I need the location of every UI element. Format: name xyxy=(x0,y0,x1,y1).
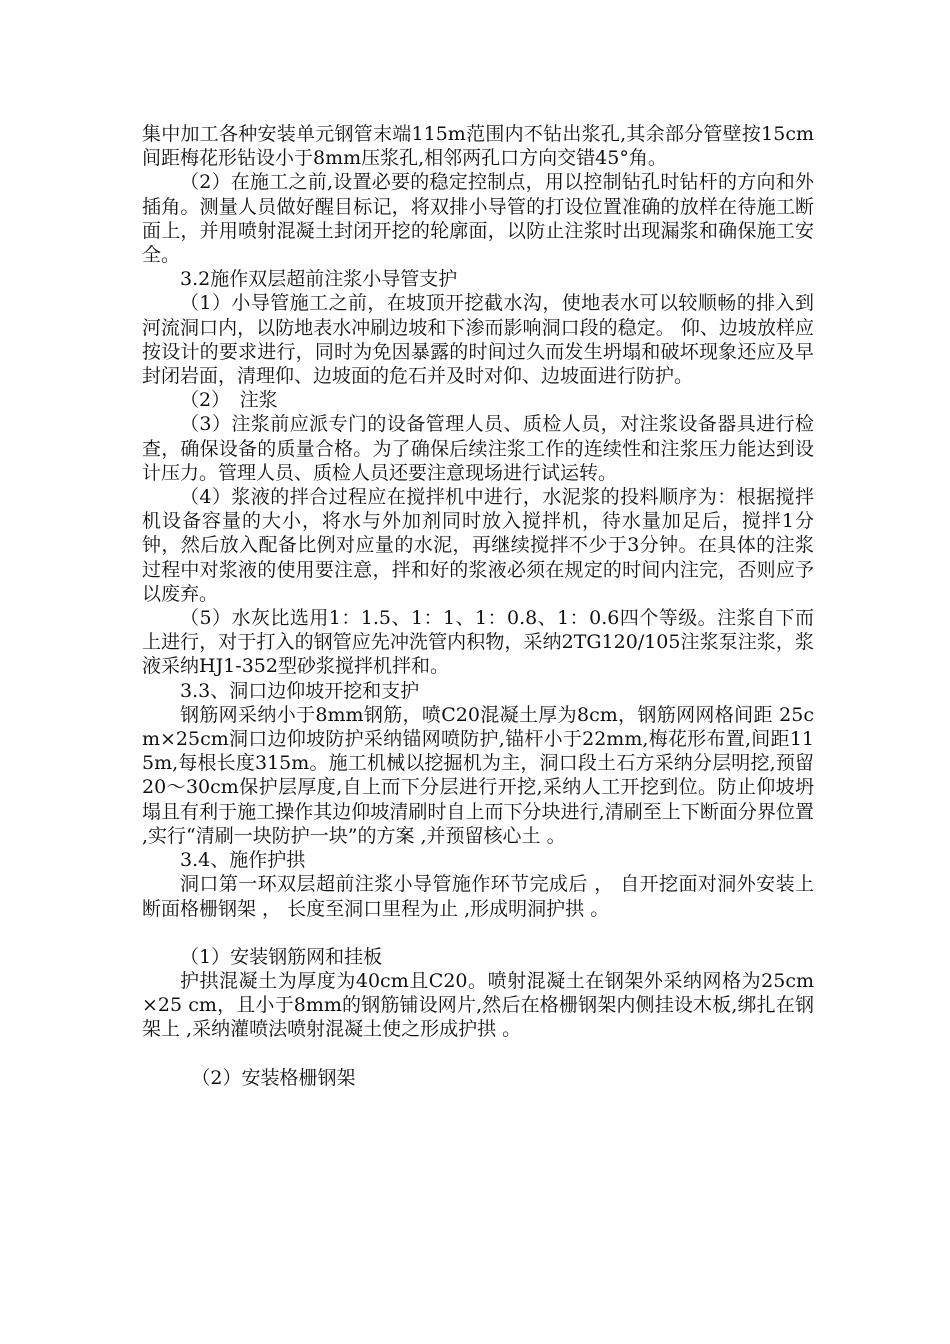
subheading-grid-steel-frame: （2）安装格栅钢架 xyxy=(191,1066,356,1089)
paragraph-protective-arch: 洞口第一环双层超前注浆小导管施作环节完成后 ， 自开挖面对洞外安装上断面格栅钢架 ， 长度至洞口里程为止 ,形成明洞护拱 。 xyxy=(142,873,814,920)
section-heading-3-4: 3.4、施作护拱 xyxy=(180,849,306,872)
section-heading-3-3: 3.3、洞口边仰坡开挖和支护 xyxy=(180,679,420,702)
paragraph-arch-concrete: 护拱混凝土为厚度为40cm且C20。喷射混凝土在钢架外采纳网格为25cm×25 cm，且小于8mm的钢筋铺设网片,然后在格栅钢架内侧挂设木板,绑扎在钢架上 ,采纳灌喷法喷射混凝土使之形成护拱 。 xyxy=(142,969,814,1041)
paragraph-spacer xyxy=(142,921,814,945)
paragraph-pipe-drilling: 集中加工各种安装单元钢管末端115m范围内不钻出浆孔,其余部分管壁按15cm间距梅花形钻设小于8mm压浆孔,相邻两孔口方向交错45°角。 xyxy=(142,123,814,170)
paragraph-spacer xyxy=(142,1042,814,1066)
paragraph-slurry-mixing: （4）浆液的拌合过程应在搅拌机中进行，水泥浆的投料顺序为：根据搅拌机设备容量的大小，将水与外加剂同时放入搅拌机，待水量加足后，搅拌1分钟，然后放入配备比例对应量的水泥，再继续搅拌不少于3分钟。在具体的注浆过程中对浆液的使用要注意，拌和好的浆液必须在规定的时间内注完，否则应予以废弃。 xyxy=(142,486,814,605)
subheading-steel-mesh: （1）安装钢筋网和挂板 xyxy=(180,945,383,968)
paragraph-equipment-check: （3）注浆前应派专门的设备管理人员、质检人员，对注浆设备器具进行检查，确保设备的质量合格。为了确保后续注浆工作的连续性和注浆压力能达到设计压力。管理人员、质检人员还要注意现场进行试运转。 xyxy=(142,413,814,484)
paragraph-slope-support: 钢筋网采纳小于8mm钢筋，喷C20混凝土厚为8cm，钢筋网网格间距 25cm×25cm洞口边仰坡防护采纳锚网喷防护,锚杆小于22mm,梅花形布置,间距115m,每根长度315m。施工机械以挖掘机为主，洞口段土石方采纳分层明挖,预留20～30cm保护层厚度,自上而下分层进行开挖,采纳人工开挖到位。防止仰坡坍塌且有利于施工操作其边仰坡清刷时自上而下分块进行,清刷至上下断面分界位置 ,实行“清刷一块防护一块”的方案 ,并预留核心土 。 xyxy=(142,703,821,847)
document-body xyxy=(142,122,821,1090)
subheading-grouting: （2） 注浆 xyxy=(180,389,278,412)
paragraph-control-points: （2）在施工之前,设置必要的稳定控制点，用以控制钻孔时钻杆的方向和外插角。测量人员做好醒目标记，将双排小导管的打设位置准确的放样在待施工断面上，并用喷射混凝土封闭开挖的轮廓面，以防止注浆时出现漏浆和确保施工安全。 xyxy=(142,171,814,267)
section-heading-3-2: 3.2施作双层超前注浆小导管支护 xyxy=(180,268,458,291)
paragraph-water-cement-ratio: （5）水灰比选用1：1.5、1：1、1：0.8、1：0.6四个等级。注浆自下而上进行，对于打入的钢管应先冲洗管内积物，采纳2TG120/105注浆泵注浆，浆液采纳HJ1-352型砂浆搅拌机拌和。 xyxy=(142,607,814,678)
paragraph-interception-ditch: （1）小导管施工之前，在坡顶开挖截水沟，使地表水可以较顺畅的排入到河流洞口内，以防地表水冲刷边坡和下渗而影响洞口段的稳定。 仰、边坡放样应按设计的要求进行，同时为免因暴露的时间过久而发生坍塌和破坏现象还应及早封闭岩面，清理仰、边坡面的危石并及时对仰、边坡面进行防护。 xyxy=(142,292,814,388)
